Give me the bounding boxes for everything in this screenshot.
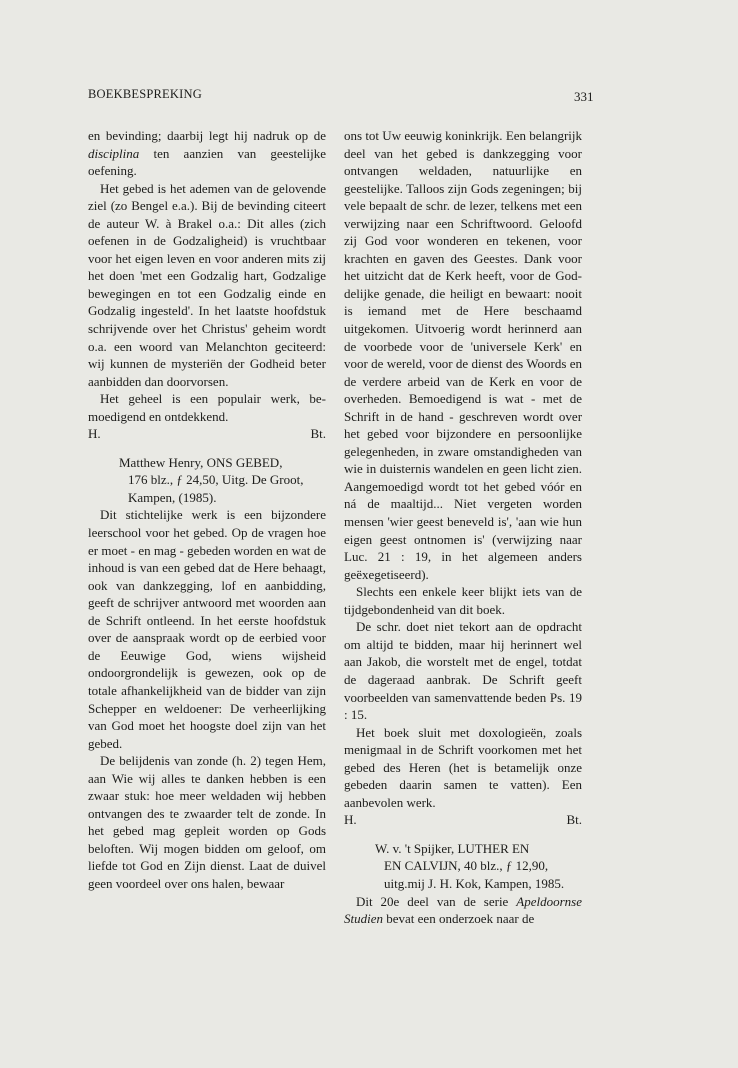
review2-paragraph-3: Slechts een enkele keer blijkt iets van de tijdgebondenheid van dit boek. (344, 584, 583, 617)
biblio-line: 176 blz., ƒ 24,50, Uitg. De Groot, (128, 472, 304, 488)
review2-bibliography (88, 454, 326, 507)
review2-signature (344, 811, 582, 829)
page-number: 331 (574, 89, 594, 104)
review2-paragraph-1: Dit stichtelijke werk is een bijzondere leerschool voor het gebed. Op de vragen hoe er moet - en mag - gebeden worden en wat de inhoud is van een gebed dat de Here behaagt, ook van dankzegging, lof en aanbidding, geeft de schrijver antwoord met woorden aan de Schrift ontleend. In het eerste hoofdstuk over de aanspraak wordt op de eerbied voor de Eeuwige God, wiens wijsheid ondoorgrondelijk is gewezen, ook op de totale afhankelijkheid van de bidder van zijn Schepper en weldoener: De verheerlijking van God moet het hoogste doel zijn van het gebed. (88, 507, 327, 751)
review2-paragraph-5: Het boek sluit met doxologieën, zoals menigmaal in de Schrift voorkomen met het gebed des Heren (het is betamelijk onze gebeden daarin samen te vatten). Een aanbevolen werk. (344, 724, 583, 810)
review3-paragraph-1: Dit 20e deel van de serie Apeldoornse Studien bevat een onderzoek naar de (344, 893, 582, 927)
review2-paragraph-2-continued: ons tot Uw eeuwig koninkrijk. Een belangrijk deel van het gebed is dankzegging voor ontvangen weldaden, natuurlijke en geestelijke. Talloos zijn Gods zegeningen; bij vele bepaalt de schr. de lezer, telkens met een verwijzing naar een Schriftwoord. Geloofd zij God voor wonderen en tekenen, voor krachten en gaven des Geestes. Dank voor het uitzicht dat de Kerk heeft, voor de Goddelijke genade, die heiligt en bewaart: nooit is iemand met de Here beschaamd uitgekomen. Uitvoerig wordt herinnerd aan de voorbede voor de 'universele Kerk' en voor de wereld, voor de dienst des Woords en de verdere arbeid van de Kerk en voor de overheden. Bemoedigend is wat - met de Schrift in de hand - geschreven wordt over het gebed voor bijzondere en persoonlijke gelegenheden, in zware omstandigheden van wie in duisternis wandelen en geen licht zien. Aangemoedigd wordt tot het gebed vóór en ná de maaltijd... Niet vergeten worden mensen 'wier geest beneveld is', 'aan wie hun eigen geest ontnomen is' (verwijzing naar Luc. 21 : 19, in het algemeen anders geëxegetiseerd). (344, 128, 583, 582)
reviewer-name: Bt. (310, 426, 326, 442)
biblio-line: Matthew Henry, ONS GEBED, (119, 454, 283, 470)
right-column (344, 127, 582, 928)
biblio-line: W. v. 't Spijker, LUTHER EN (375, 840, 530, 856)
review3-bibliography (344, 840, 582, 893)
reviewer-name: Bt. (566, 812, 582, 828)
review2-paragraph-2: De belijdenis van zonde (h. 2) tegen Hem, aan Wie wij alles te danken hebben is een zwaar stuk: hoe meer weldaden wij hebben ontvangen des te zwaarder telt de zonde. In het gebed mag gepleit worden op Gods beloften. Wij mogen bidden om geloof, om liefde tot God en Zijn dienst. Laat de duivel geen voordeel over ons halen, bewaar (88, 753, 327, 891)
reviewer-initial: H. (344, 812, 357, 828)
left-column (88, 127, 326, 893)
italic-term-disciplina: de disciplina ten aanzien van geestelijke (88, 128, 326, 161)
review1-end-paragraph: en bevinding; daarbij legt hij nadruk op de disciplina ten aanzien van geestelijke oefening. (88, 128, 326, 179)
reviewer-initial: H. (88, 426, 101, 442)
biblio-line: uitg.mij J. H. Kok, Kampen, 1985. (384, 875, 565, 891)
biblio-line: EN CALVIJN, 40 blz., ƒ 12,90, (384, 858, 549, 874)
review1-signature (88, 425, 326, 443)
review2-paragraph-4: De schr. doet niet tekort aan de opdracht om altijd te bidden, maar hij herinnert wel aan Jakob, die worstelt met de engel, totdat de dageraad aanbrak. De Schrift geeft voorbeelden van samenvattende beden Ps. 19 : 15. (344, 619, 583, 723)
biblio-line: Kampen, (1985). (128, 489, 217, 505)
running-head: BOEKBESPREKING (88, 87, 202, 101)
review1-paragraph-3: Het geheel is een populair werk, bemoedigend en ontdekkend. (88, 391, 326, 424)
review1-paragraph-2: Het gebed is het ademen van de gelovende ziel (zo Bengel e.a.). Bij de bevinding citeert de auteur W. à Brakel o.a.: Dit alles (zich oefenen in de Godzaligheid) is vruchtbaar voor het eigen leven en voor anderen mits zij het doen 'met een Godzalig hart, Godzalige bewegingen en tot een Godzalig einde en Godzalig ingesteld'. In het laatste hoofdstuk schrijvende over het Christus' geheim wordt o.a. een woord van Melanchton geciteerd: wij kunnen de mysteriën der Godheid beter aanbidden dan doorvorsen. (88, 180, 327, 389)
